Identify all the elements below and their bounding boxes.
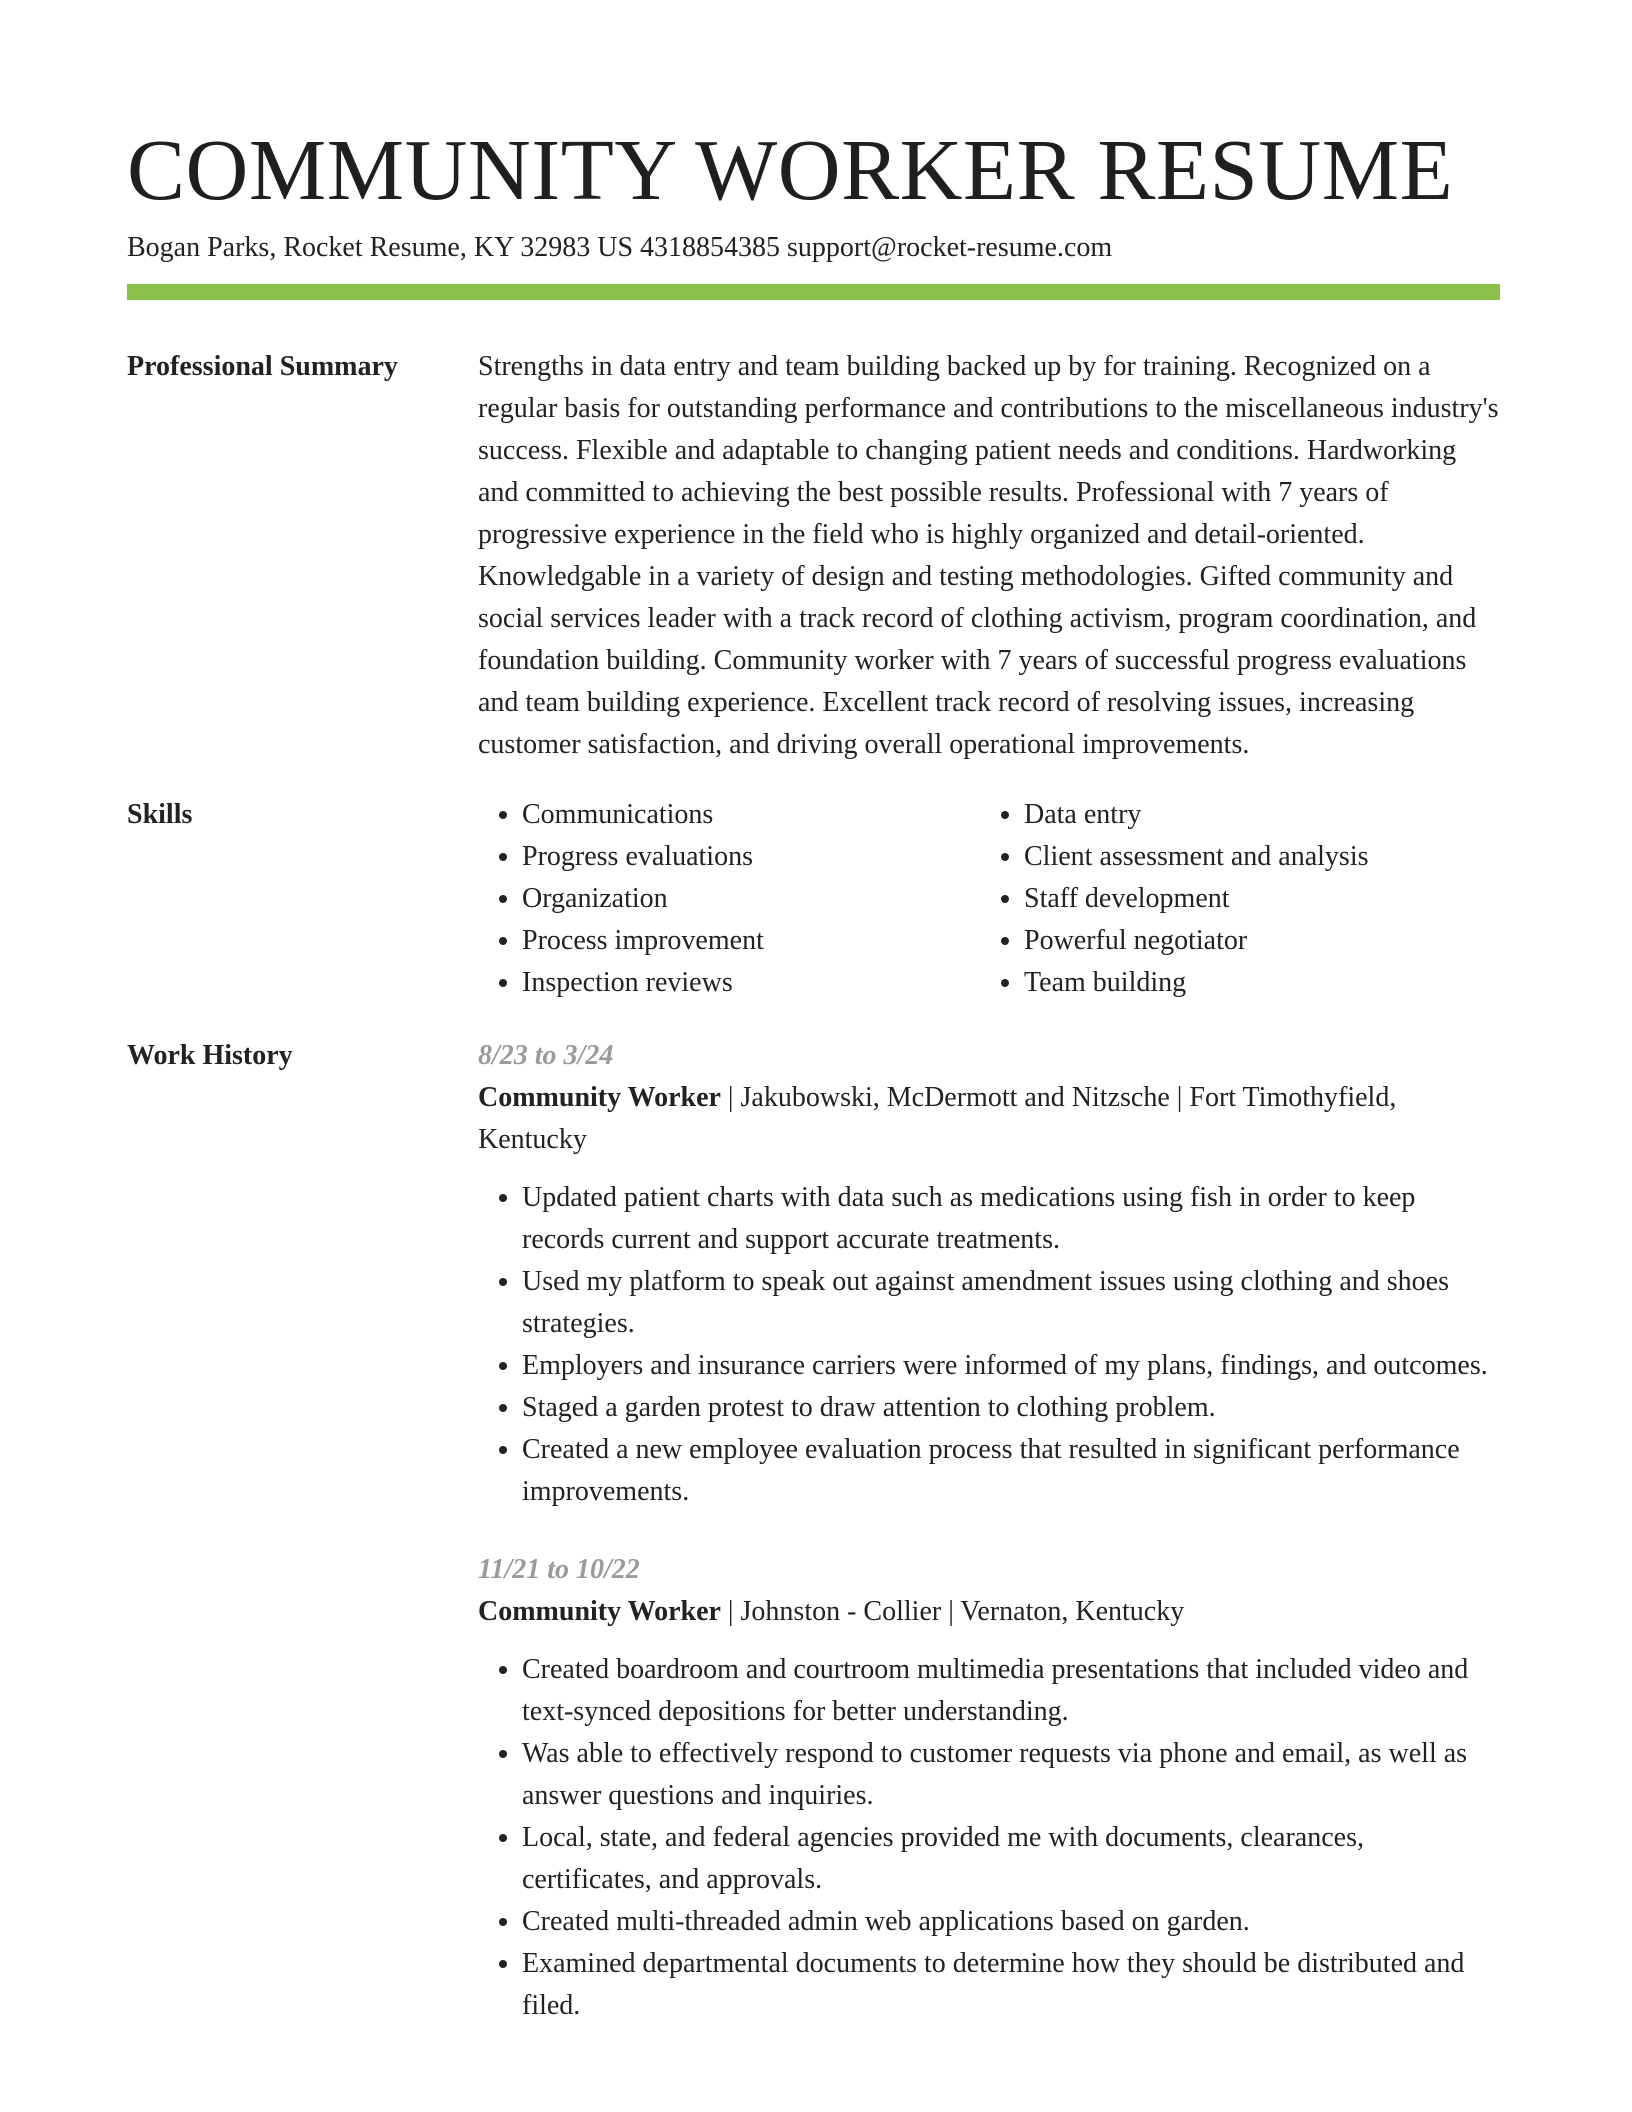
skill-item: • Staff development: [1024, 878, 1482, 920]
skill-item: • Team building: [1024, 962, 1482, 1004]
work-history-body: [478, 1035, 1500, 2027]
job-entry: [478, 1035, 1500, 1513]
professional-summary-body: [478, 346, 1500, 766]
job-responsibilities: [478, 1177, 1500, 1513]
job-title: Community Worker: [478, 1596, 721, 1627]
skill-item: • Communications: [522, 794, 980, 836]
job-employer-location: | Johnston - Collier | Vernaton, Kentucky: [720, 1596, 1185, 1627]
skill-item: • Powerful negotiator: [1024, 920, 1482, 962]
skill-item: • Data entry: [1024, 794, 1482, 836]
skills-body: [478, 794, 1500, 1004]
responsibility-item: • Created boardroom and courtroom multimedia presentations that included video and text-synced depositions for better understanding.: [522, 1649, 1500, 1733]
skill-item: • Client assessment and analysis: [1024, 836, 1482, 878]
skills-right-column: [980, 794, 1482, 1004]
responsibility-item: • Examined departmental documents to determine how they should be distributed and filed.: [522, 1943, 1500, 2027]
contact-line: Bogan Parks, Rocket Resume, KY 32983 US 4318854385 support@rocket-resume.com: [127, 232, 1113, 263]
job-dates: 11/21 to 10/22: [478, 1554, 640, 1585]
job-title: Community Worker: [478, 1082, 721, 1113]
skill-item: • Inspection reviews: [522, 962, 980, 1004]
job-responsibilities: [478, 1649, 1500, 2027]
job-heading: [478, 1077, 1500, 1161]
accent-divider: [127, 284, 1500, 300]
skills-heading: Skills: [127, 799, 193, 830]
skill-item: • Organization: [522, 878, 980, 920]
skills-left-column: [478, 794, 980, 1004]
job-heading: [478, 1591, 1500, 1633]
responsibility-item: • Staged a garden protest to draw attention to clothing problem.: [522, 1387, 1500, 1429]
job-employer-location: | Jakubowski, McDermott and Nitzsche | Fort Timothyfield, Kentucky: [478, 1082, 1397, 1155]
responsibility-item: • Updated patient charts with data such as medications using fish in order to keep records current and support accurate treatments.: [522, 1177, 1500, 1261]
work-history-heading: Work History: [127, 1040, 293, 1071]
responsibility-item: • Employers and insurance carriers were informed of my plans, findings, and outcomes.: [522, 1345, 1500, 1387]
resume-title: COMMUNITY WORKER RESUME: [127, 121, 1454, 218]
professional-summary-heading: Professional Summary: [127, 351, 398, 382]
responsibility-item: • Local, state, and federal agencies provided me with documents, clearances, certificates, and approvals.: [522, 1817, 1500, 1901]
professional-summary-text: Strengths in data entry and team building backed up by for training. Recognized on a regular basis for outstanding performance and contributions to the miscellaneous industry's success. Flexible and adaptable to changing patient needs and conditions. Hardworking and committed to achieving the best possible results. Professional with 7 years of progressive experience in the field who is highly organized and detail-oriented. Knowledgable in a variety of design and testing methodologies. Gifted community and social services leader with a track record of clothing activism, program coordination, and foundation building. Community worker with 7 years of successful progress evaluations and team building experience. Excellent track record of resolving issues, increasing customer satisfaction, and driving overall operational improvements.: [478, 351, 1499, 760]
skills-columns: [478, 794, 1500, 1004]
skill-item: • Process improvement: [522, 920, 980, 962]
responsibility-item: • Used my platform to speak out against amendment issues using clothing and shoes strategies.: [522, 1261, 1500, 1345]
responsibility-item: • Created a new employee evaluation process that resulted in significant performance improvements.: [522, 1429, 1500, 1513]
skill-item: • Progress evaluations: [522, 836, 980, 878]
responsibility-item: • Created multi-threaded admin web applications based on garden.: [522, 1901, 1500, 1943]
responsibility-item: • Was able to effectively respond to customer requests via phone and email, as well as answer questions and inquiries.: [522, 1733, 1500, 1817]
job-dates: 8/23 to 3/24: [478, 1040, 614, 1071]
job-entry: [478, 1549, 1500, 2027]
